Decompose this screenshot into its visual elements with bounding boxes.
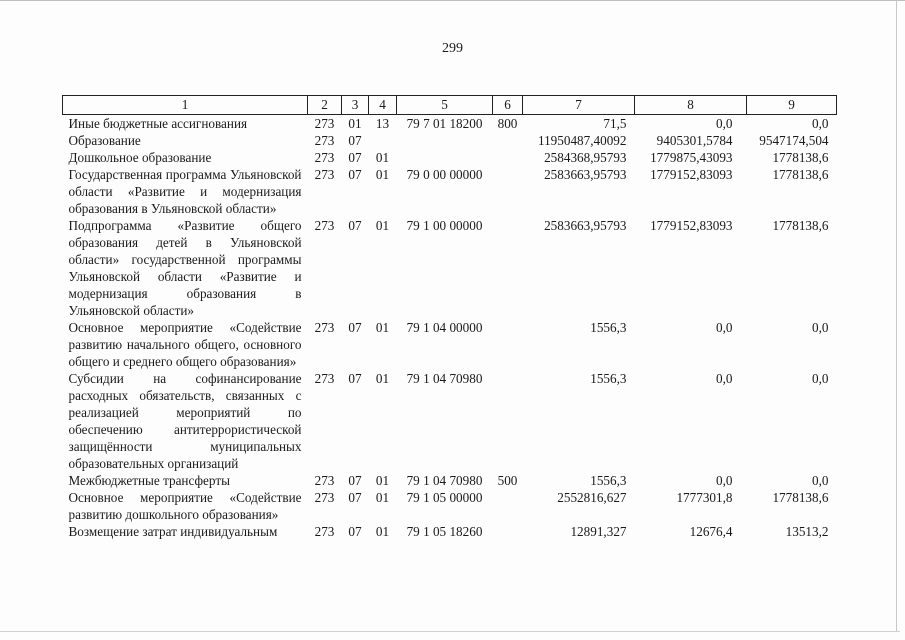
row-value-8-cell: 1779875,43093 (650, 150, 733, 165)
row-code-4-cell: 01 (375, 218, 390, 233)
row-value-7-cell: 2583663,95793 (544, 167, 627, 182)
budget-table (62, 95, 837, 540)
page-edge-bottom (0, 631, 900, 632)
row-value-9-cell: 1778138,6 (772, 218, 829, 233)
row-code-5-cell: 79 1 00 00000 (406, 218, 483, 233)
row-name-cell: Дошкольное образование (68, 150, 212, 165)
row-code-2-cell: 273 (314, 150, 335, 165)
row-value-8-cell: 9405301,5784 (656, 133, 733, 148)
row-code-5-cell: 79 1 04 70980 (406, 371, 483, 386)
row-code-2-cell: 273 (314, 524, 335, 539)
row-code-6-cell (493, 489, 523, 523)
header-cell-8: 8 (635, 96, 747, 115)
table-row (63, 132, 837, 149)
row-name-cell: Государственная программа Ульяновской области «Развитие и модернизация образования в Ульяновской области» (68, 167, 302, 216)
row-code-4-cell: 01 (375, 524, 390, 539)
header-cell-7: 7 (523, 96, 635, 115)
row-value-7-cell: 1556,3 (590, 371, 627, 386)
table-body (63, 115, 837, 541)
row-name-cell: Подпрограмма «Развитие общего образования детей в Ульяновской области» государственной программы Ульяновской области «Развитие и модернизация образования в Ульяновской области» (68, 218, 302, 318)
row-code-6-cell: 800 (497, 116, 518, 131)
header-cell-4: 4 (369, 96, 397, 115)
row-code-5-cell: 79 1 05 00000 (406, 490, 483, 505)
row-value-7-cell: 11950487,40092 (537, 133, 627, 148)
table-row (63, 472, 837, 489)
row-name-cell: Иные бюджетные ассигнования (68, 116, 248, 131)
row-code-2-cell: 273 (314, 490, 335, 505)
table-row (63, 217, 837, 319)
row-code-4-cell: 01 (375, 150, 390, 165)
row-value-8-cell: 12676,4 (689, 524, 733, 539)
row-value-8-cell: 1779152,83093 (650, 167, 733, 182)
row-code-3-cell: 07 (348, 473, 362, 488)
page-edge-top (0, 0, 905, 1)
row-code-6-cell (493, 523, 523, 540)
row-code-6-cell (493, 217, 523, 319)
row-code-2-cell: 273 (314, 320, 335, 335)
row-code-4-cell (369, 132, 397, 149)
header-cell-2: 2 (308, 96, 342, 115)
row-code-4-cell: 01 (375, 371, 390, 386)
row-value-9-cell: 13513,2 (785, 524, 829, 539)
row-value-9-cell: 1778138,6 (772, 167, 829, 182)
row-name-cell: Образование (68, 133, 141, 148)
row-code-5-cell (397, 132, 493, 149)
row-code-2-cell: 273 (314, 218, 335, 233)
row-name-cell: Основное мероприятие «Содействие развитию дошкольного образования» (68, 490, 302, 522)
row-code-5-cell: 79 1 04 70980 (406, 473, 483, 488)
row-value-9-cell: 9547174,504 (759, 133, 829, 148)
row-name-cell: Возмещение затрат индивидуальным (68, 524, 278, 539)
row-code-6-cell: 500 (497, 473, 518, 488)
row-value-7-cell: 71,5 (603, 116, 627, 131)
row-code-3-cell: 07 (348, 320, 362, 335)
row-code-3-cell: 07 (348, 524, 362, 539)
row-value-8-cell: 0,0 (716, 371, 733, 386)
row-value-8-cell: 0,0 (716, 473, 733, 488)
row-value-7-cell: 1556,3 (590, 473, 627, 488)
row-code-5-cell: 79 1 04 00000 (406, 320, 483, 335)
row-name-cell: Субсидии на софинансирование расходных обязательств, связанных с реализацией мероприятий по обеспечению антитеррористической защищённости муниципальных образовательных организаций (68, 371, 302, 471)
table-row (63, 149, 837, 166)
row-code-4-cell: 01 (375, 320, 390, 335)
row-code-6-cell (493, 166, 523, 217)
header-cell-9: 9 (747, 96, 837, 115)
row-code-5-cell: 79 7 01 18200 (406, 116, 483, 131)
row-code-3-cell: 07 (348, 150, 362, 165)
row-value-9-cell: 0,0 (812, 371, 829, 386)
row-code-6-cell (493, 132, 523, 149)
row-code-4-cell: 13 (375, 116, 390, 131)
row-name-cell: Межбюджетные трансферты (68, 473, 230, 488)
row-code-5-cell: 79 1 05 18260 (406, 524, 483, 539)
row-code-5-cell: 79 0 00 00000 (406, 167, 483, 182)
row-code-3-cell: 07 (348, 371, 362, 386)
table-header (63, 96, 837, 115)
row-code-2-cell: 273 (314, 167, 335, 182)
row-code-2-cell: 273 (314, 116, 335, 131)
table-row (63, 115, 837, 133)
row-code-3-cell: 01 (348, 116, 362, 131)
row-value-8-cell: 1779152,83093 (650, 218, 733, 233)
row-code-5-cell (397, 149, 493, 166)
row-code-2-cell: 273 (314, 371, 335, 386)
row-code-4-cell: 01 (375, 473, 390, 488)
row-value-8-cell: 0,0 (716, 116, 733, 131)
row-value-9-cell: 1778138,6 (772, 490, 829, 505)
row-code-6-cell (493, 319, 523, 370)
header-cell-5: 5 (397, 96, 493, 115)
row-value-9-cell: 0,0 (812, 473, 829, 488)
row-value-7-cell: 2583663,95793 (544, 218, 627, 233)
row-code-3-cell: 07 (348, 490, 362, 505)
row-value-9-cell: 1778138,6 (772, 150, 829, 165)
row-value-9-cell: 0,0 (812, 116, 829, 131)
row-name-cell: Основное мероприятие «Содействие развитию начального общего, основного общего и среднего общего образования» (68, 320, 302, 369)
table-row (63, 319, 837, 370)
row-value-8-cell: 1777301,8 (676, 490, 733, 505)
row-code-4-cell: 01 (375, 490, 390, 505)
row-code-3-cell: 07 (348, 218, 362, 233)
table-row (63, 489, 837, 523)
row-code-3-cell: 07 (348, 167, 362, 182)
row-code-2-cell: 273 (314, 133, 335, 148)
row-code-2-cell: 273 (314, 473, 335, 488)
table-row (63, 370, 837, 472)
table-row (63, 523, 837, 540)
row-code-4-cell: 01 (375, 167, 390, 182)
row-value-8-cell: 0,0 (716, 320, 733, 335)
row-code-3-cell: 07 (348, 133, 362, 148)
page-edge-right (896, 0, 897, 632)
header-cell-6: 6 (493, 96, 523, 115)
table-row (63, 166, 837, 217)
row-value-7-cell: 12891,327 (570, 524, 627, 539)
header-cell-3: 3 (342, 96, 369, 115)
row-code-6-cell (493, 370, 523, 472)
row-value-7-cell: 2552816,627 (557, 490, 627, 505)
row-value-7-cell: 2584368,95793 (544, 150, 627, 165)
row-value-9-cell: 0,0 (812, 320, 829, 335)
row-code-6-cell (493, 149, 523, 166)
header-cell-1: 1 (63, 96, 308, 115)
page-number: 299 (442, 41, 463, 56)
row-value-7-cell: 1556,3 (590, 320, 627, 335)
